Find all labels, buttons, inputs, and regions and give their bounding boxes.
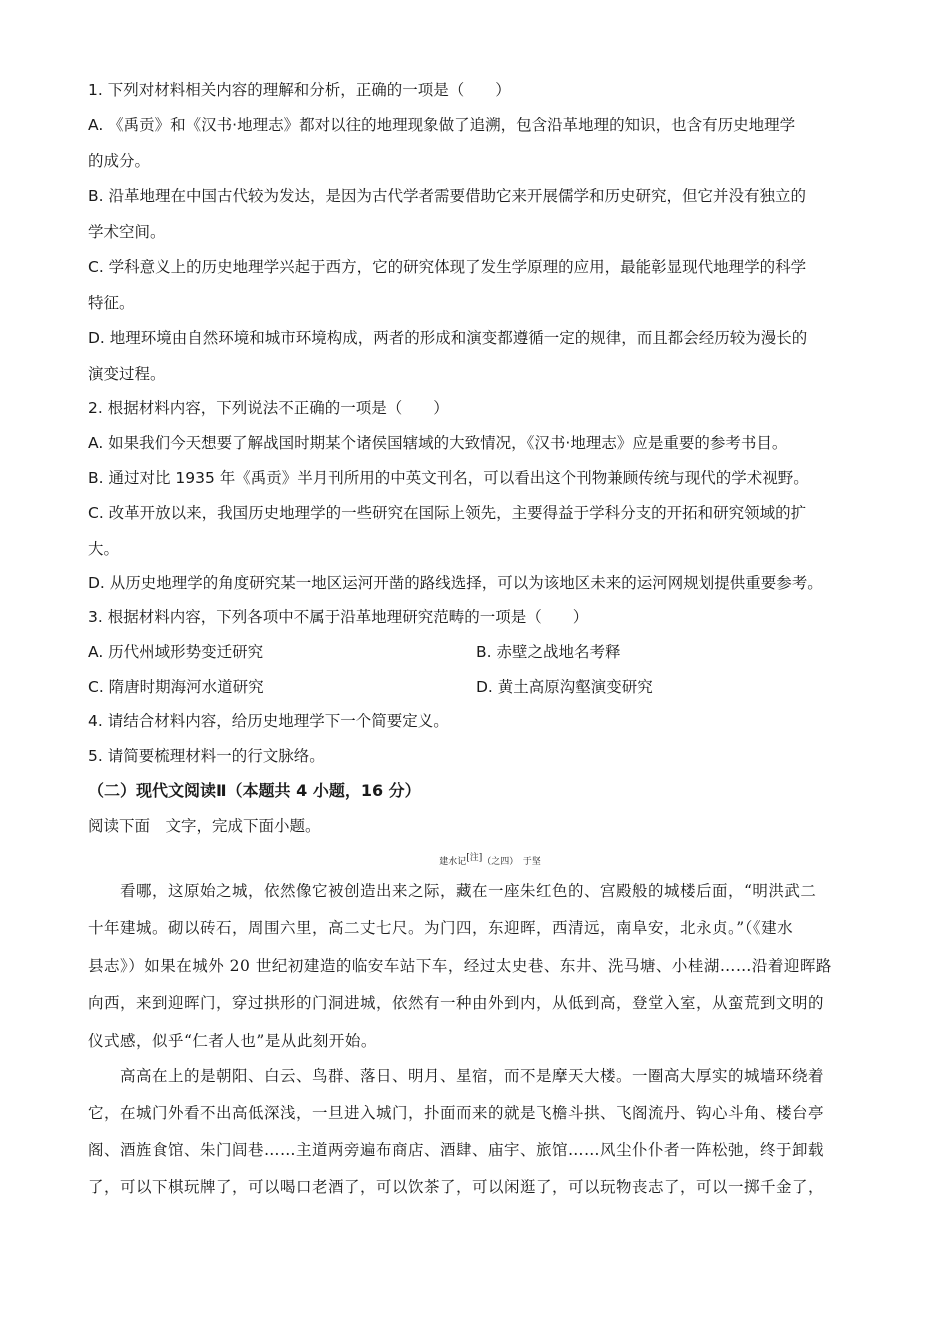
passage-line: 仪式感，似乎“仁者人也”是从此刻开始。 xyxy=(88,1032,377,1050)
passage-title xyxy=(0,846,950,874)
q2-option-b: B. 通过对比 1935 年《禹贡》半月刊所用的中英文刊名，可以看出这个刊物兼顾传统与现代的学术视野。 xyxy=(88,469,809,487)
passage-title-note: [注] xyxy=(466,853,483,863)
q1-option-c: C. 学科意义上的历史地理学兴起于西方，它的研究体现了发生学原理的应用，最能彰显现代地理学的科学 xyxy=(88,258,807,276)
q2-option-a: A. 如果我们今天想要了解战国时期某个诸侯国辖域的大致情况，《汉书·地理志》应是重要的参考书目。 xyxy=(88,434,788,452)
q1-option-d-cont: 演变过程。 xyxy=(88,365,166,383)
q3-option-a: A. 历代州域形势变迁研究 xyxy=(88,643,264,661)
q3-stem: 3. 根据材料内容，下列各项中不属于沿革地理研究范畴的一项是（ ） xyxy=(88,608,589,626)
q1-option-c-cont: 特征。 xyxy=(88,294,135,312)
passage-line: 它，在城门外看不出高低深浅，一旦进入城门，扑面而来的就是飞檐斗拱、飞阁流丹、钩心斗角、楼台亭 xyxy=(88,1104,825,1122)
q2-option-c: C. 改革开放以来，我国历史地理学的一些研究在国际上领先，主要得益于学科分支的开拓和研究领域的扩 xyxy=(88,504,807,522)
q5-stem: 5. 请简要梳理材料一的行文脉络。 xyxy=(88,747,325,765)
section-instruction: 阅读下面 文字，完成下面小题。 xyxy=(88,817,321,835)
q1-option-b: B. 沿革地理在中国古代较为发达，是因为古代学者需要借助它来开展儒学和历史研究，但它并没有独立的 xyxy=(88,187,806,205)
section-heading: （二）现代文阅读Ⅱ（本题共 4 小题，16 分） xyxy=(88,781,421,800)
passage-line: 高高在上的是朝阳、白云、鸟群、落日、明月、星宿，而不是摩天大楼。一圈高大厚实的城墙环绕着 xyxy=(88,1067,825,1085)
q3-option-b: B. 赤壁之战地名考释 xyxy=(476,643,621,661)
q2-option-d: D. 从历史地理学的角度研究某一地区运河开凿的路线选择，可以为该地区未来的运河网规划提供重要参考。 xyxy=(88,574,823,592)
q1-option-a: A. 《禹贡》和《汉书·地理志》都对以往的地理现象做了追溯，包含沿革地理的知识，也含有历史地理学 xyxy=(88,116,796,134)
passage-line: 十年建城。砌以砖石，周围六里，高二丈七尺。为门四，东迎晖，西清远，南阜安，北永贞。”（《建水 xyxy=(88,919,794,937)
passage-title-main: 建水记 xyxy=(439,857,467,867)
q2-stem: 2. 根据材料内容，下列说法不正确的一项是（ ） xyxy=(88,399,449,417)
q4-stem: 4. 请结合材料内容，给历史地理学下一个简要定义。 xyxy=(88,712,449,730)
q1-stem: 1. 下列对材料相关内容的理解和分析，正确的一项是（ ） xyxy=(88,81,511,99)
passage-title-rest: （之四） 于坚 xyxy=(482,857,541,867)
q1-option-b-cont: 学术空间。 xyxy=(88,223,166,241)
q1-option-d: D. 地理环境由自然环境和城市环境构成，两者的形成和演变都遵循一定的规律，而且都会经历较为漫长的 xyxy=(88,329,808,347)
passage-line: 阁、酒旌食馆、朱门闾巷……主道两旁遍布商店、酒肆、庙宇、旅馆……风尘仆仆者一阵松弛，终于卸载 xyxy=(88,1141,825,1159)
passage-line: 看哪，这原始之城，依然像它被创造出来之际，藏在一座朱红色的、宫殿般的城楼后面，“明洪武二 xyxy=(88,882,817,900)
passage-line: 县志》）如果在城外 20 世纪初建造的临安车站下车，经过太史巷、东井、洗马塘、小桂湖……沿着迎晖路 xyxy=(88,957,832,975)
passage-line: 向西，来到迎晖门，穿过拱形的门洞进城，依然有一种由外到内，从低到高，登堂入室，从蛮荒到文明的 xyxy=(88,994,825,1012)
q3-option-d: D. 黄土高原沟壑演变研究 xyxy=(476,678,653,696)
q1-option-a-cont: 的成分。 xyxy=(88,152,151,170)
q3-option-c: C. 隋唐时期海河水道研究 xyxy=(88,678,264,696)
q2-option-c-cont: 大。 xyxy=(88,540,120,558)
passage-line: 了，可以下棋玩牌了，可以喝口老酒了，可以饮茶了，可以闲逛了，可以玩物丧志了，可以一掷千金了， xyxy=(88,1178,825,1196)
